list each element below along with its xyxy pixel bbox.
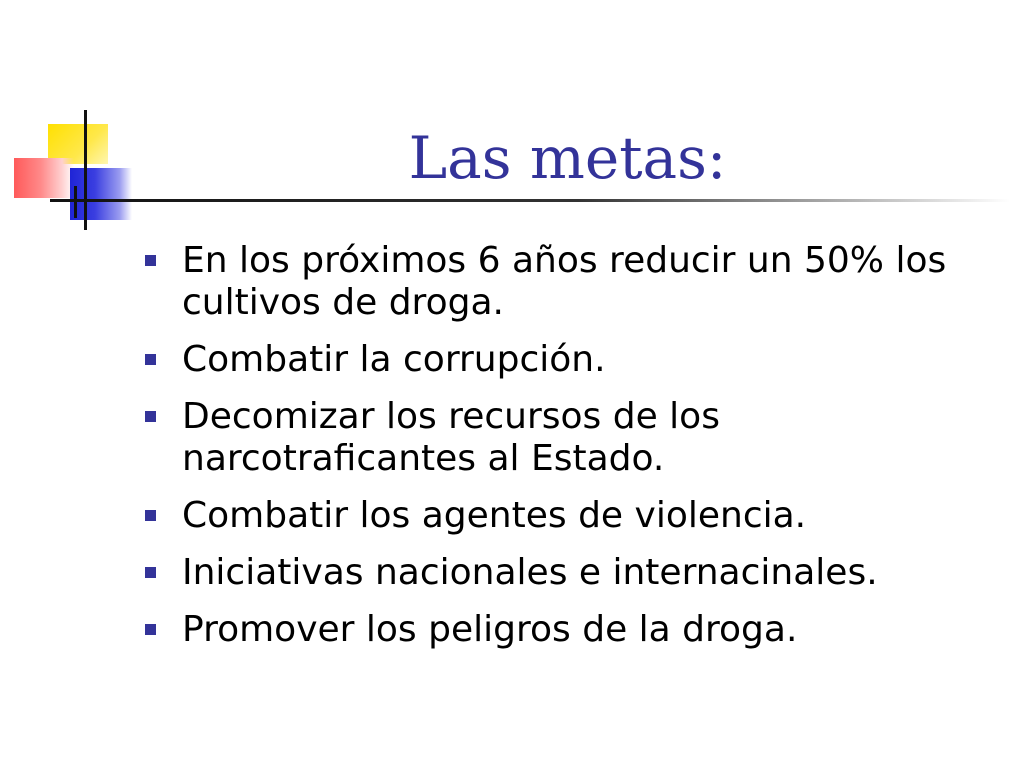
slide-title: Las metas: <box>408 124 727 192</box>
square-bullet-icon <box>145 624 156 635</box>
square-bullet-icon <box>145 510 156 521</box>
bullet-text: Decomizar los recursos de los narcotraficantes al Estado. <box>182 396 720 479</box>
bullet-item <box>145 240 995 324</box>
bullet-item <box>145 396 995 480</box>
bullet-list <box>145 240 995 666</box>
square-bullet-icon <box>145 354 156 365</box>
bullet-text: Promover los peligros de la droga. <box>182 609 798 650</box>
bullet-item <box>145 339 995 381</box>
square-bullet-icon <box>145 411 156 422</box>
bullet-text: Iniciativas nacionales e internacinales. <box>182 552 878 593</box>
vertical-line <box>84 110 87 230</box>
red-square <box>14 158 74 198</box>
square-bullet-icon <box>145 255 156 266</box>
bullet-item <box>145 552 995 594</box>
bullet-text: Combatir los agentes de violencia. <box>182 495 807 536</box>
blue-square <box>70 168 132 220</box>
color-blocks-decoration-icon <box>0 0 140 240</box>
title-underline <box>50 199 1010 202</box>
vertical-line-short <box>74 186 77 218</box>
bullet-item <box>145 609 995 651</box>
bullet-item <box>145 495 995 537</box>
bullet-text: En los próximos 6 años reducir un 50% los cultivos de droga. <box>182 240 947 323</box>
square-bullet-icon <box>145 567 156 578</box>
bullet-text: Combatir la corrupción. <box>182 339 606 380</box>
